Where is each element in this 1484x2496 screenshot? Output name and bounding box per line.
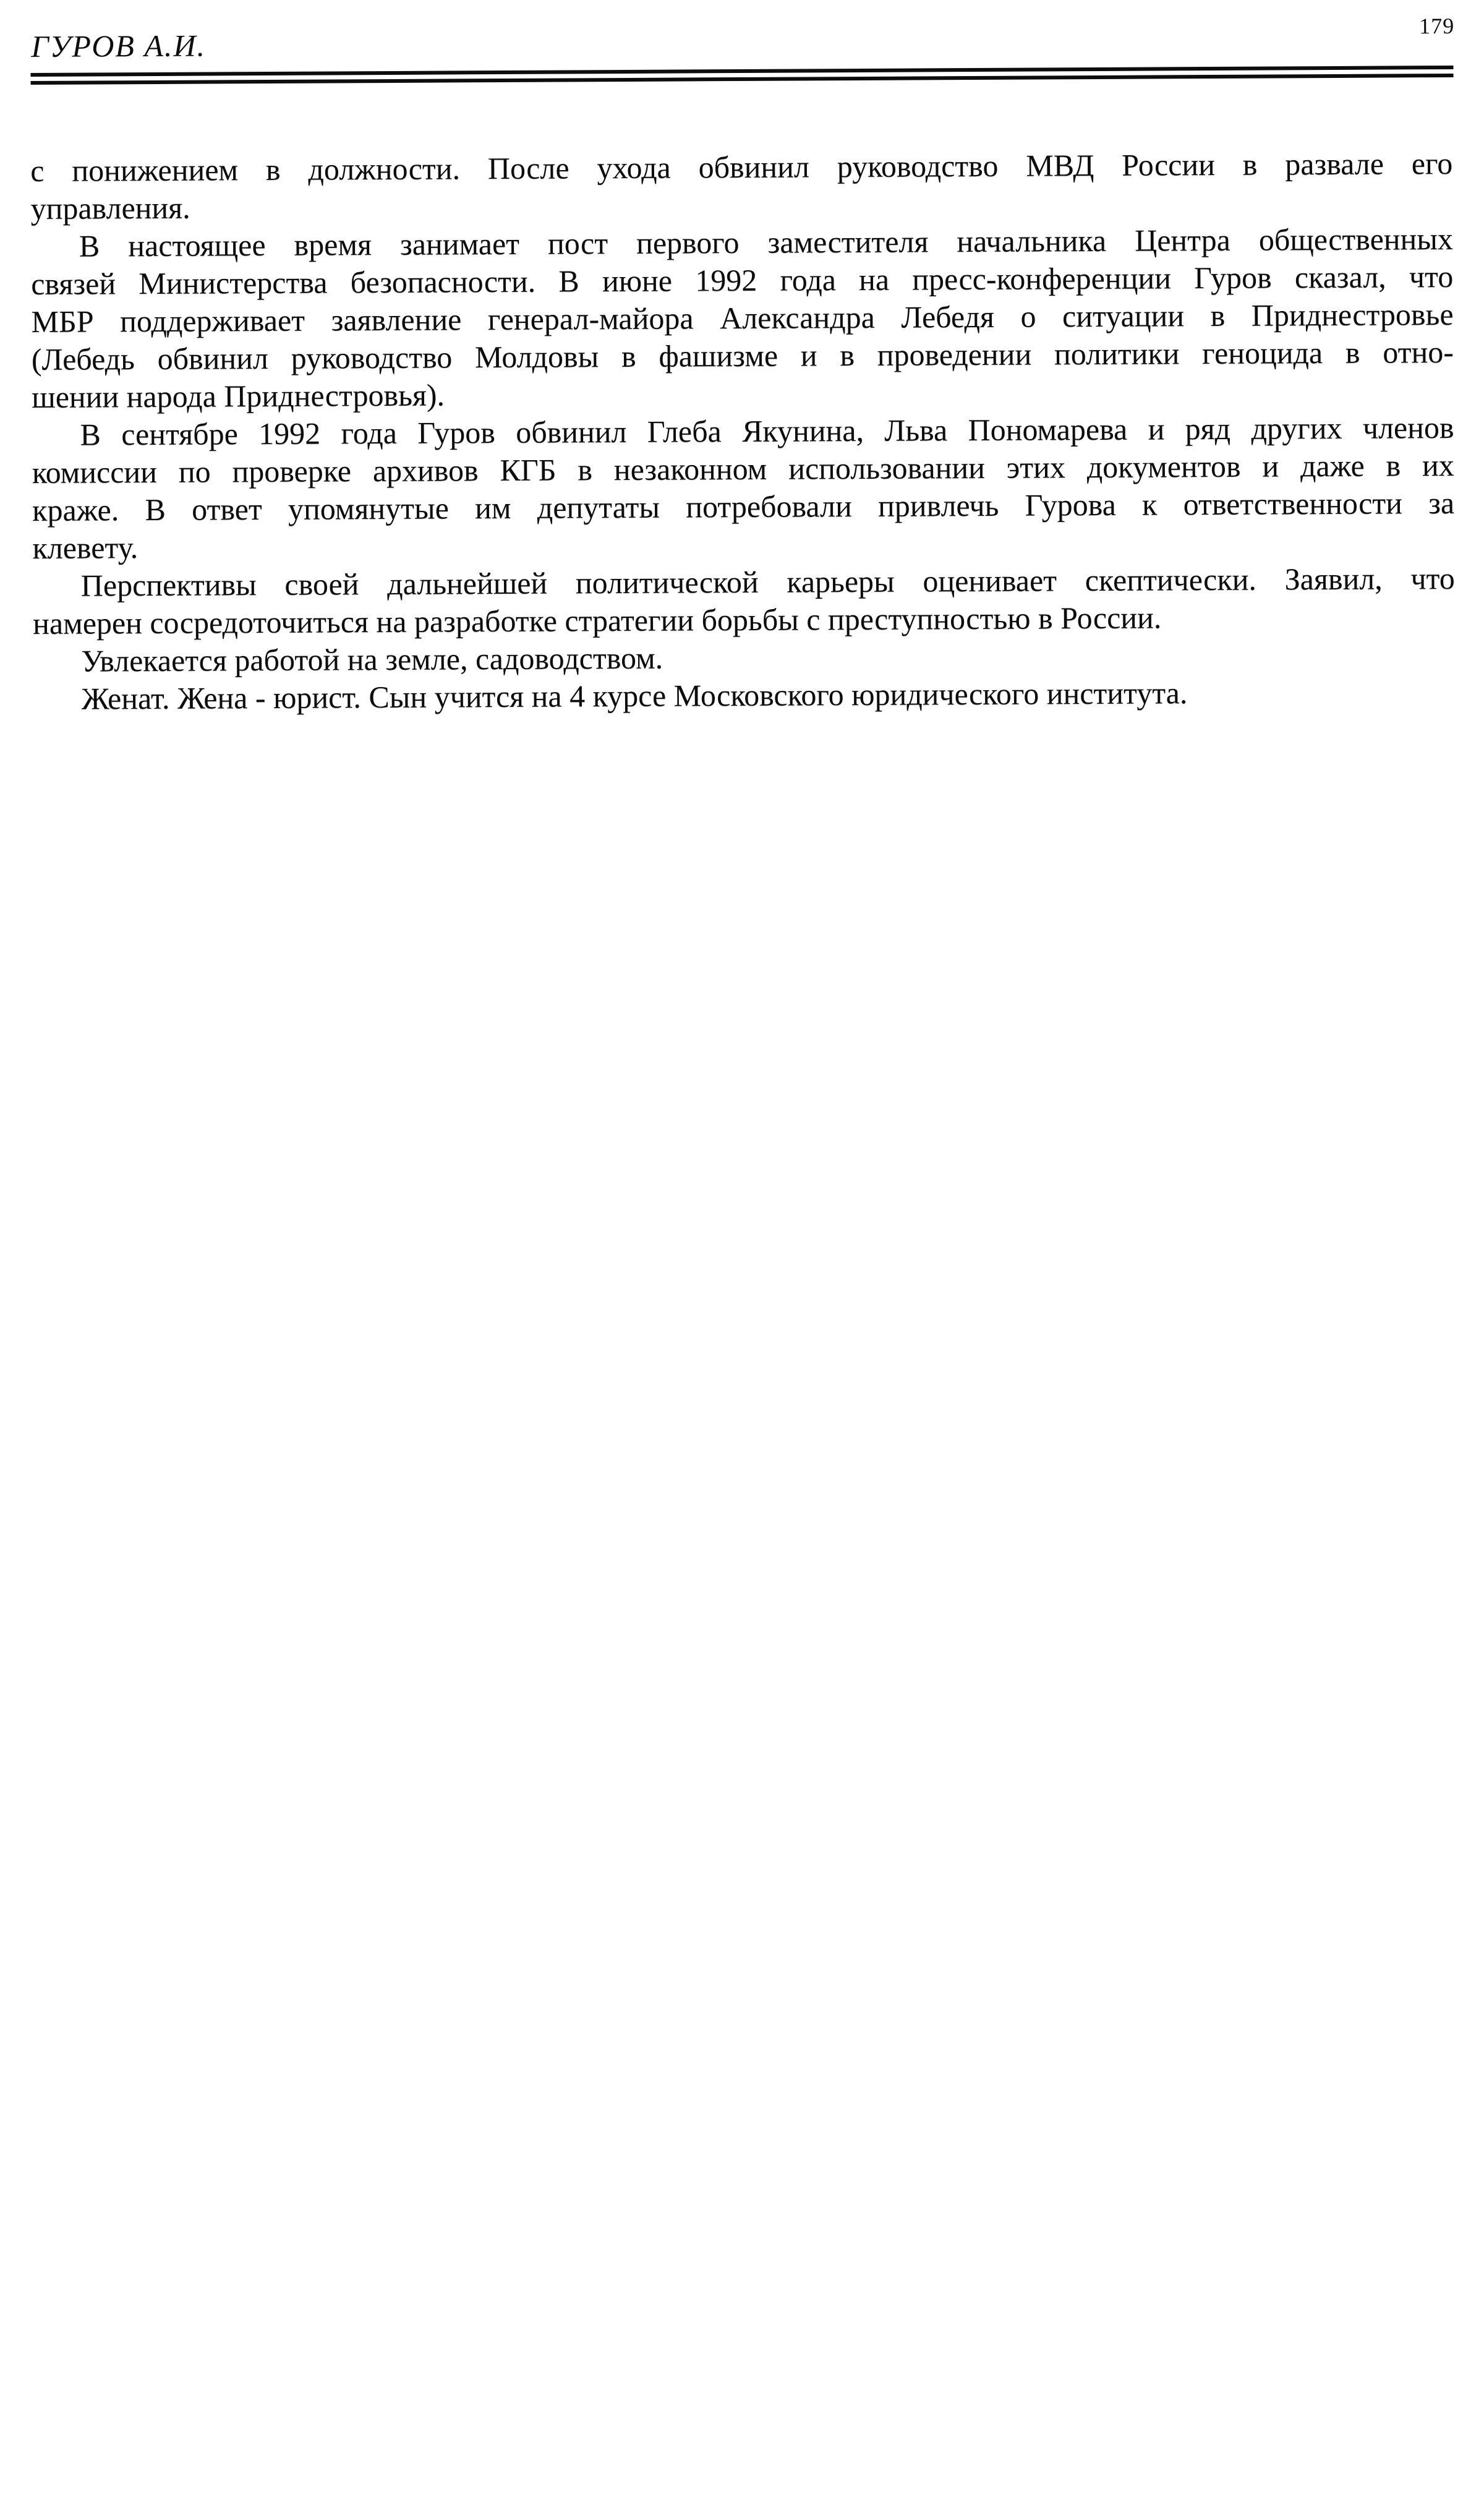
text-line: МБР поддерживает заявление генерал-майора Александра Лебедя о ситуации в Приднестровье <box>31 296 1454 340</box>
page-header <box>31 15 1454 62</box>
body-text <box>30 145 1456 718</box>
text-line: (Лебедь обвинил руководство Молдовы в фашизме и в проведении политики геноцида в отно- <box>31 334 1454 377</box>
text-line: с понижением в должности. После ухода обвинил руководство МВД России в развале его <box>30 145 1453 189</box>
text-line: Перспективы своей дальнейшей политической карьеры оценивает скептически. Заявил, что <box>80 560 1455 603</box>
header-double-rule <box>30 66 1453 85</box>
text-line: связей Министерства безопасности. В июне 1992 года на пресс-конференции Гуров сказал, что <box>31 259 1454 302</box>
text-line: краже. В ответ упомянутые им депутаты потребовали привлечь Гурова к ответственности за <box>32 485 1455 528</box>
text-line: В настоящее время занимает пост первого заместителя начальника Центра общественных <box>79 221 1454 263</box>
text-line: В сентябре 1992 года Гуров обвинил Глеба Якунина, Льва Пономарева и ряд других членов <box>80 409 1454 452</box>
text-line: Женат. Жена - юрист. Сын учится на 4 курсе Московского юридического института. <box>81 675 1188 716</box>
text-line: управления. <box>30 190 190 226</box>
page-number: 179 <box>1419 13 1455 39</box>
text-line: клевету. <box>32 530 139 566</box>
running-title: ГУРОВ А.И. <box>31 28 207 64</box>
text-line: намерен сосредоточиться на разработке стратегии борьбы с преступностью в России. <box>33 600 1162 641</box>
text-line: комиссии по проверке архивов КГБ в незаконном использовании этих документов и даже в их <box>32 447 1454 490</box>
text-line: Увлекается работой на земле, садоводством. <box>81 640 663 678</box>
text-line: шении народа Приднестровья). <box>32 377 445 415</box>
